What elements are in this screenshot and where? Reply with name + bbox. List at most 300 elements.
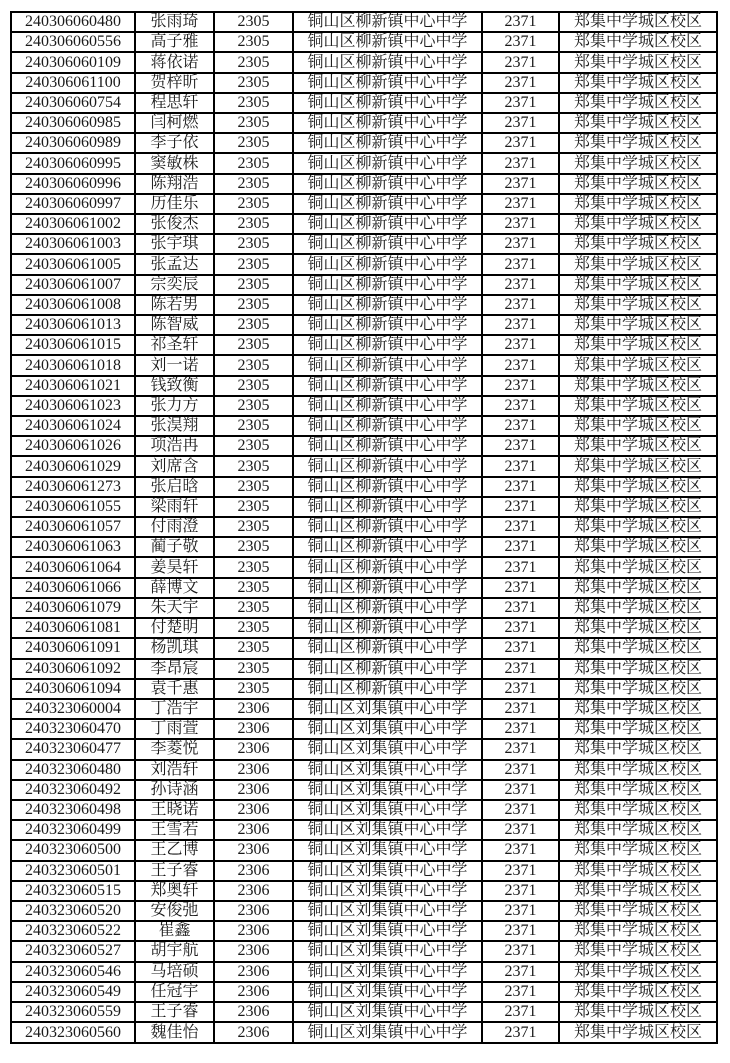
- cell-exam-id: 240306061079: [11, 598, 135, 618]
- cell-dest-school: 郑集中学城区校区: [559, 153, 717, 173]
- table-row: [11, 760, 717, 780]
- cell-school-name: 铜山区刘集镇中心中学: [293, 1002, 482, 1022]
- cell-dest-code: 2371: [482, 214, 559, 234]
- cell-school-code: 2306: [214, 901, 293, 921]
- cell-student-name: 魏佳怡: [135, 1022, 214, 1043]
- cell-student-name: 马培硕: [135, 962, 214, 982]
- cell-school-code: 2305: [214, 598, 293, 618]
- cell-exam-id: 240323060520: [11, 901, 135, 921]
- table-row: [11, 982, 717, 1002]
- table-row: [11, 881, 717, 901]
- cell-exam-id: 240323060470: [11, 719, 135, 739]
- cell-dest-school: 郑集中学城区校区: [559, 840, 717, 860]
- table-row: [11, 800, 717, 820]
- cell-exam-id: 240306061023: [11, 396, 135, 416]
- table-row: [11, 840, 717, 860]
- cell-school-name: 铜山区柳新镇中心中学: [293, 275, 482, 295]
- cell-exam-id: 240306060480: [11, 12, 135, 32]
- cell-exam-id: 240306061021: [11, 376, 135, 396]
- cell-exam-id: 240306061015: [11, 335, 135, 355]
- cell-exam-id: 240306061024: [11, 416, 135, 436]
- cell-dest-code: 2371: [482, 901, 559, 921]
- cell-exam-id: 240306061005: [11, 254, 135, 274]
- table-row: [11, 618, 717, 638]
- table-row: [11, 174, 717, 194]
- cell-dest-code: 2371: [482, 699, 559, 719]
- cell-exam-id: 240306061057: [11, 517, 135, 537]
- table-row: [11, 679, 717, 699]
- cell-school-code: 2305: [214, 416, 293, 436]
- cell-student-name: 闫柯燃: [135, 113, 214, 133]
- table-row: [11, 921, 717, 941]
- cell-dest-code: 2371: [482, 335, 559, 355]
- table-row: [11, 275, 717, 295]
- cell-school-name: 铜山区柳新镇中心中学: [293, 194, 482, 214]
- cell-exam-id: 240323060522: [11, 921, 135, 941]
- table-row: [11, 335, 717, 355]
- cell-school-name: 铜山区柳新镇中心中学: [293, 659, 482, 679]
- cell-exam-id: 240306061273: [11, 477, 135, 497]
- cell-dest-code: 2371: [482, 820, 559, 840]
- cell-school-name: 铜山区柳新镇中心中学: [293, 113, 482, 133]
- cell-student-name: 张宇琪: [135, 234, 214, 254]
- table-row: [11, 739, 717, 759]
- cell-school-name: 铜山区柳新镇中心中学: [293, 416, 482, 436]
- table-row: [11, 477, 717, 497]
- cell-exam-id: 240306061003: [11, 234, 135, 254]
- cell-exam-id: 240323060492: [11, 780, 135, 800]
- cell-exam-id: 240306060556: [11, 32, 135, 52]
- cell-dest-school: 郑集中学城区校区: [559, 12, 717, 32]
- cell-school-code: 2306: [214, 780, 293, 800]
- cell-school-code: 2305: [214, 73, 293, 93]
- cell-school-name: 铜山区柳新镇中心中学: [293, 174, 482, 194]
- cell-dest-school: 郑集中学城区校区: [559, 598, 717, 618]
- table-row: [11, 52, 717, 72]
- cell-school-name: 铜山区柳新镇中心中学: [293, 618, 482, 638]
- cell-school-name: 铜山区柳新镇中心中学: [293, 153, 482, 173]
- cell-student-name: 历佳乐: [135, 194, 214, 214]
- cell-school-name: 铜山区柳新镇中心中学: [293, 52, 482, 72]
- cell-dest-school: 郑集中学城区校区: [559, 578, 717, 598]
- cell-school-code: 2305: [214, 52, 293, 72]
- cell-student-name: 陈若男: [135, 295, 214, 315]
- cell-school-name: 铜山区柳新镇中心中学: [293, 335, 482, 355]
- cell-exam-id: 240306061018: [11, 355, 135, 375]
- cell-dest-code: 2371: [482, 881, 559, 901]
- cell-dest-school: 郑集中学城区校区: [559, 254, 717, 274]
- cell-school-name: 铜山区柳新镇中心中学: [293, 12, 482, 32]
- cell-exam-id: 240306061002: [11, 214, 135, 234]
- cell-student-name: 孙诗涵: [135, 780, 214, 800]
- table-row: [11, 962, 717, 982]
- cell-student-name: 项浩冉: [135, 436, 214, 456]
- table-row: [11, 517, 717, 537]
- cell-school-code: 2305: [214, 12, 293, 32]
- cell-dest-school: 郑集中学城区校区: [559, 820, 717, 840]
- cell-school-name: 铜山区刘集镇中心中学: [293, 861, 482, 881]
- cell-dest-school: 郑集中学城区校区: [559, 699, 717, 719]
- cell-dest-school: 郑集中学城区校区: [559, 275, 717, 295]
- cell-dest-code: 2371: [482, 1022, 559, 1043]
- cell-school-code: 2305: [214, 355, 293, 375]
- cell-student-name: 李昂宸: [135, 659, 214, 679]
- cell-dest-code: 2371: [482, 638, 559, 658]
- cell-school-name: 铜山区柳新镇中心中学: [293, 517, 482, 537]
- cell-student-name: 张俊杰: [135, 214, 214, 234]
- cell-dest-school: 郑集中学城区校区: [559, 194, 717, 214]
- cell-school-code: 2305: [214, 335, 293, 355]
- cell-school-code: 2305: [214, 214, 293, 234]
- cell-student-name: 薛博文: [135, 578, 214, 598]
- cell-dest-code: 2371: [482, 295, 559, 315]
- table-row: [11, 861, 717, 881]
- cell-dest-code: 2371: [482, 557, 559, 577]
- cell-exam-id: 240306060995: [11, 153, 135, 173]
- cell-student-name: 蒋依诺: [135, 52, 214, 72]
- cell-dest-code: 2371: [482, 659, 559, 679]
- cell-dest-code: 2371: [482, 1002, 559, 1022]
- cell-student-name: 张雨琦: [135, 12, 214, 32]
- cell-dest-code: 2371: [482, 477, 559, 497]
- cell-school-name: 铜山区刘集镇中心中学: [293, 962, 482, 982]
- cell-dest-school: 郑集中学城区校区: [559, 719, 717, 739]
- cell-school-code: 2305: [214, 456, 293, 476]
- cell-student-name: 陈智威: [135, 315, 214, 335]
- cell-student-name: 钱致衡: [135, 376, 214, 396]
- cell-exam-id: 240323060549: [11, 982, 135, 1002]
- cell-dest-code: 2371: [482, 800, 559, 820]
- cell-school-code: 2306: [214, 719, 293, 739]
- table-row: [11, 73, 717, 93]
- cell-school-name: 铜山区柳新镇中心中学: [293, 234, 482, 254]
- cell-exam-id: 240306060996: [11, 174, 135, 194]
- table-row: [11, 113, 717, 133]
- cell-exam-id: 240306060109: [11, 52, 135, 72]
- cell-school-code: 2305: [214, 194, 293, 214]
- table-body: [11, 12, 717, 1043]
- cell-dest-code: 2371: [482, 497, 559, 517]
- cell-school-name: 铜山区柳新镇中心中学: [293, 254, 482, 274]
- table-row: [11, 537, 717, 557]
- cell-school-name: 铜山区刘集镇中心中学: [293, 780, 482, 800]
- cell-dest-school: 郑集中学城区校区: [559, 760, 717, 780]
- cell-dest-school: 郑集中学城区校区: [559, 739, 717, 759]
- table-row: [11, 1002, 717, 1022]
- cell-school-name: 铜山区柳新镇中心中学: [293, 32, 482, 52]
- cell-dest-code: 2371: [482, 941, 559, 961]
- cell-student-name: 王乙博: [135, 840, 214, 860]
- cell-school-code: 2305: [214, 376, 293, 396]
- cell-dest-code: 2371: [482, 416, 559, 436]
- cell-student-name: 刘席含: [135, 456, 214, 476]
- cell-school-code: 2306: [214, 699, 293, 719]
- cell-exam-id: 240306061081: [11, 618, 135, 638]
- cell-student-name: 王子睿: [135, 861, 214, 881]
- cell-student-name: 朱天宇: [135, 598, 214, 618]
- cell-student-name: 高子雅: [135, 32, 214, 52]
- cell-dest-code: 2371: [482, 618, 559, 638]
- cell-school-name: 铜山区刘集镇中心中学: [293, 982, 482, 1002]
- cell-school-name: 铜山区刘集镇中心中学: [293, 820, 482, 840]
- table-row: [11, 153, 717, 173]
- cell-dest-school: 郑集中学城区校区: [559, 73, 717, 93]
- cell-dest-code: 2371: [482, 73, 559, 93]
- cell-school-code: 2306: [214, 941, 293, 961]
- table-row: [11, 234, 717, 254]
- cell-school-code: 2306: [214, 962, 293, 982]
- cell-dest-code: 2371: [482, 396, 559, 416]
- cell-dest-school: 郑集中学城区校区: [559, 52, 717, 72]
- cell-school-code: 2305: [214, 557, 293, 577]
- cell-dest-school: 郑集中学城区校区: [559, 800, 717, 820]
- cell-school-name: 铜山区刘集镇中心中学: [293, 840, 482, 860]
- cell-student-name: 程思轩: [135, 93, 214, 113]
- cell-dest-code: 2371: [482, 982, 559, 1002]
- cell-school-code: 2305: [214, 497, 293, 517]
- cell-dest-code: 2371: [482, 679, 559, 699]
- cell-student-name: 付楚明: [135, 618, 214, 638]
- cell-dest-code: 2371: [482, 517, 559, 537]
- cell-school-code: 2305: [214, 174, 293, 194]
- cell-school-name: 铜山区刘集镇中心中学: [293, 1022, 482, 1043]
- cell-dest-code: 2371: [482, 234, 559, 254]
- cell-exam-id: 240306061066: [11, 578, 135, 598]
- table-row: [11, 12, 717, 32]
- cell-school-code: 2306: [214, 800, 293, 820]
- cell-dest-code: 2371: [482, 315, 559, 335]
- table-row: [11, 820, 717, 840]
- cell-school-code: 2305: [214, 133, 293, 153]
- cell-school-code: 2305: [214, 618, 293, 638]
- table-row: [11, 254, 717, 274]
- cell-dest-code: 2371: [482, 436, 559, 456]
- cell-dest-school: 郑集中学城区校区: [559, 1002, 717, 1022]
- cell-dest-code: 2371: [482, 780, 559, 800]
- cell-school-name: 铜山区柳新镇中心中学: [293, 456, 482, 476]
- cell-school-name: 铜山区刘集镇中心中学: [293, 800, 482, 820]
- cell-school-code: 2306: [214, 1002, 293, 1022]
- table-row: [11, 133, 717, 153]
- cell-student-name: 丁雨萱: [135, 719, 214, 739]
- cell-school-code: 2305: [214, 659, 293, 679]
- cell-school-name: 铜山区柳新镇中心中学: [293, 315, 482, 335]
- cell-dest-code: 2371: [482, 760, 559, 780]
- cell-school-code: 2306: [214, 921, 293, 941]
- cell-dest-school: 郑集中学城区校区: [559, 497, 717, 517]
- cell-dest-code: 2371: [482, 376, 559, 396]
- cell-school-code: 2306: [214, 840, 293, 860]
- table-row: [11, 638, 717, 658]
- table-row: [11, 780, 717, 800]
- cell-school-code: 2305: [214, 638, 293, 658]
- cell-school-name: 铜山区柳新镇中心中学: [293, 376, 482, 396]
- cell-exam-id: 240323060499: [11, 820, 135, 840]
- cell-exam-id: 240323060501: [11, 861, 135, 881]
- cell-school-code: 2305: [214, 234, 293, 254]
- table-row: [11, 295, 717, 315]
- table-row: [11, 376, 717, 396]
- cell-student-name: 刘浩轩: [135, 760, 214, 780]
- cell-exam-id: 240323060559: [11, 1002, 135, 1022]
- cell-dest-code: 2371: [482, 456, 559, 476]
- cell-school-code: 2305: [214, 436, 293, 456]
- cell-school-name: 铜山区刘集镇中心中学: [293, 739, 482, 759]
- cell-school-name: 铜山区柳新镇中心中学: [293, 396, 482, 416]
- cell-dest-school: 郑集中学城区校区: [559, 962, 717, 982]
- cell-exam-id: 240306061092: [11, 659, 135, 679]
- cell-student-name: 丁浩宇: [135, 699, 214, 719]
- cell-student-name: 姜昊轩: [135, 557, 214, 577]
- cell-exam-id: 240323060560: [11, 1022, 135, 1043]
- cell-school-code: 2305: [214, 679, 293, 699]
- cell-school-code: 2305: [214, 537, 293, 557]
- cell-exam-id: 240306060989: [11, 133, 135, 153]
- cell-exam-id: 240306061013: [11, 315, 135, 335]
- cell-dest-school: 郑集中学城区校区: [559, 335, 717, 355]
- cell-dest-school: 郑集中学城区校区: [559, 618, 717, 638]
- cell-school-name: 铜山区柳新镇中心中学: [293, 73, 482, 93]
- cell-dest-school: 郑集中学城区校区: [559, 557, 717, 577]
- cell-school-name: 铜山区刘集镇中心中学: [293, 901, 482, 921]
- cell-dest-school: 郑集中学城区校区: [559, 416, 717, 436]
- cell-exam-id: 240323060500: [11, 840, 135, 860]
- cell-exam-id: 240306061029: [11, 456, 135, 476]
- cell-school-code: 2306: [214, 760, 293, 780]
- cell-school-name: 铜山区刘集镇中心中学: [293, 699, 482, 719]
- cell-dest-school: 郑集中学城区校区: [559, 315, 717, 335]
- cell-school-name: 铜山区刘集镇中心中学: [293, 881, 482, 901]
- cell-dest-school: 郑集中学城区校区: [559, 396, 717, 416]
- table-row: [11, 194, 717, 214]
- cell-dest-school: 郑集中学城区校区: [559, 113, 717, 133]
- cell-exam-id: 240306060754: [11, 93, 135, 113]
- cell-dest-school: 郑集中学城区校区: [559, 659, 717, 679]
- cell-exam-id: 240323060515: [11, 881, 135, 901]
- table-row: [11, 315, 717, 335]
- cell-school-name: 铜山区柳新镇中心中学: [293, 214, 482, 234]
- cell-dest-code: 2371: [482, 739, 559, 759]
- cell-student-name: 张孟达: [135, 254, 214, 274]
- cell-school-name: 铜山区柳新镇中心中学: [293, 436, 482, 456]
- cell-exam-id: 240323060477: [11, 739, 135, 759]
- cell-dest-code: 2371: [482, 133, 559, 153]
- cell-school-code: 2305: [214, 113, 293, 133]
- cell-exam-id: 240306061055: [11, 497, 135, 517]
- cell-dest-code: 2371: [482, 355, 559, 375]
- cell-student-name: 张启晗: [135, 477, 214, 497]
- cell-student-name: 任冠宇: [135, 982, 214, 1002]
- table-row: [11, 355, 717, 375]
- cell-school-code: 2305: [214, 295, 293, 315]
- table-row: [11, 901, 717, 921]
- cell-school-code: 2306: [214, 1022, 293, 1043]
- cell-student-name: 刘一诺: [135, 355, 214, 375]
- cell-dest-code: 2371: [482, 962, 559, 982]
- cell-dest-code: 2371: [482, 153, 559, 173]
- cell-student-name: 郑奥轩: [135, 881, 214, 901]
- cell-dest-code: 2371: [482, 537, 559, 557]
- cell-student-name: 窦敏株: [135, 153, 214, 173]
- cell-exam-id: 240323060498: [11, 800, 135, 820]
- cell-dest-school: 郑集中学城区校区: [559, 234, 717, 254]
- cell-school-code: 2305: [214, 578, 293, 598]
- cell-dest-code: 2371: [482, 921, 559, 941]
- cell-dest-code: 2371: [482, 174, 559, 194]
- cell-school-name: 铜山区柳新镇中心中学: [293, 93, 482, 113]
- cell-dest-school: 郑集中学城区校区: [559, 456, 717, 476]
- cell-student-name: 崔鑫: [135, 921, 214, 941]
- table-row: [11, 941, 717, 961]
- cell-exam-id: 240306061007: [11, 275, 135, 295]
- cell-exam-id: 240306061063: [11, 537, 135, 557]
- cell-dest-school: 郑集中学城区校区: [559, 436, 717, 456]
- cell-dest-code: 2371: [482, 719, 559, 739]
- cell-dest-school: 郑集中学城区校区: [559, 881, 717, 901]
- cell-school-code: 2305: [214, 315, 293, 335]
- cell-dest-school: 郑集中学城区校区: [559, 679, 717, 699]
- cell-school-code: 2305: [214, 153, 293, 173]
- cell-dest-school: 郑集中学城区校区: [559, 921, 717, 941]
- cell-school-name: 铜山区柳新镇中心中学: [293, 355, 482, 375]
- cell-school-code: 2305: [214, 477, 293, 497]
- cell-dest-school: 郑集中学城区校区: [559, 901, 717, 921]
- cell-student-name: 张淏翔: [135, 416, 214, 436]
- cell-student-name: 梁雨轩: [135, 497, 214, 517]
- cell-exam-id: 240306061100: [11, 73, 135, 93]
- cell-school-code: 2306: [214, 739, 293, 759]
- cell-dest-school: 郑集中学城区校区: [559, 638, 717, 658]
- cell-school-name: 铜山区刘集镇中心中学: [293, 719, 482, 739]
- cell-school-name: 铜山区刘集镇中心中学: [293, 921, 482, 941]
- cell-student-name: 安俊弛: [135, 901, 214, 921]
- cell-school-code: 2306: [214, 982, 293, 1002]
- cell-dest-school: 郑集中学城区校区: [559, 376, 717, 396]
- cell-school-name: 铜山区柳新镇中心中学: [293, 537, 482, 557]
- cell-exam-id: 240306061094: [11, 679, 135, 699]
- cell-student-name: 付雨澄: [135, 517, 214, 537]
- student-assignment-table: [10, 11, 718, 1044]
- cell-dest-code: 2371: [482, 861, 559, 881]
- cell-exam-id: 240306060997: [11, 194, 135, 214]
- cell-school-name: 铜山区刘集镇中心中学: [293, 760, 482, 780]
- table-row: [11, 578, 717, 598]
- cell-dest-code: 2371: [482, 194, 559, 214]
- cell-dest-school: 郑集中学城区校区: [559, 32, 717, 52]
- cell-exam-id: 240306061008: [11, 295, 135, 315]
- cell-dest-school: 郑集中学城区校区: [559, 537, 717, 557]
- cell-school-code: 2306: [214, 881, 293, 901]
- cell-exam-id: 240306060985: [11, 113, 135, 133]
- cell-dest-code: 2371: [482, 52, 559, 72]
- cell-dest-code: 2371: [482, 598, 559, 618]
- cell-school-name: 铜山区柳新镇中心中学: [293, 557, 482, 577]
- cell-school-code: 2306: [214, 861, 293, 881]
- cell-dest-school: 郑集中学城区校区: [559, 1022, 717, 1043]
- cell-dest-school: 郑集中学城区校区: [559, 780, 717, 800]
- cell-dest-school: 郑集中学城区校区: [559, 982, 717, 1002]
- table-row: [11, 396, 717, 416]
- cell-school-code: 2306: [214, 820, 293, 840]
- cell-school-code: 2305: [214, 32, 293, 52]
- cell-student-name: 袁千惠: [135, 679, 214, 699]
- cell-school-code: 2305: [214, 275, 293, 295]
- cell-dest-school: 郑集中学城区校区: [559, 93, 717, 113]
- cell-student-name: 祁圣轩: [135, 335, 214, 355]
- cell-dest-code: 2371: [482, 578, 559, 598]
- table-row: [11, 416, 717, 436]
- cell-student-name: 陈翔浩: [135, 174, 214, 194]
